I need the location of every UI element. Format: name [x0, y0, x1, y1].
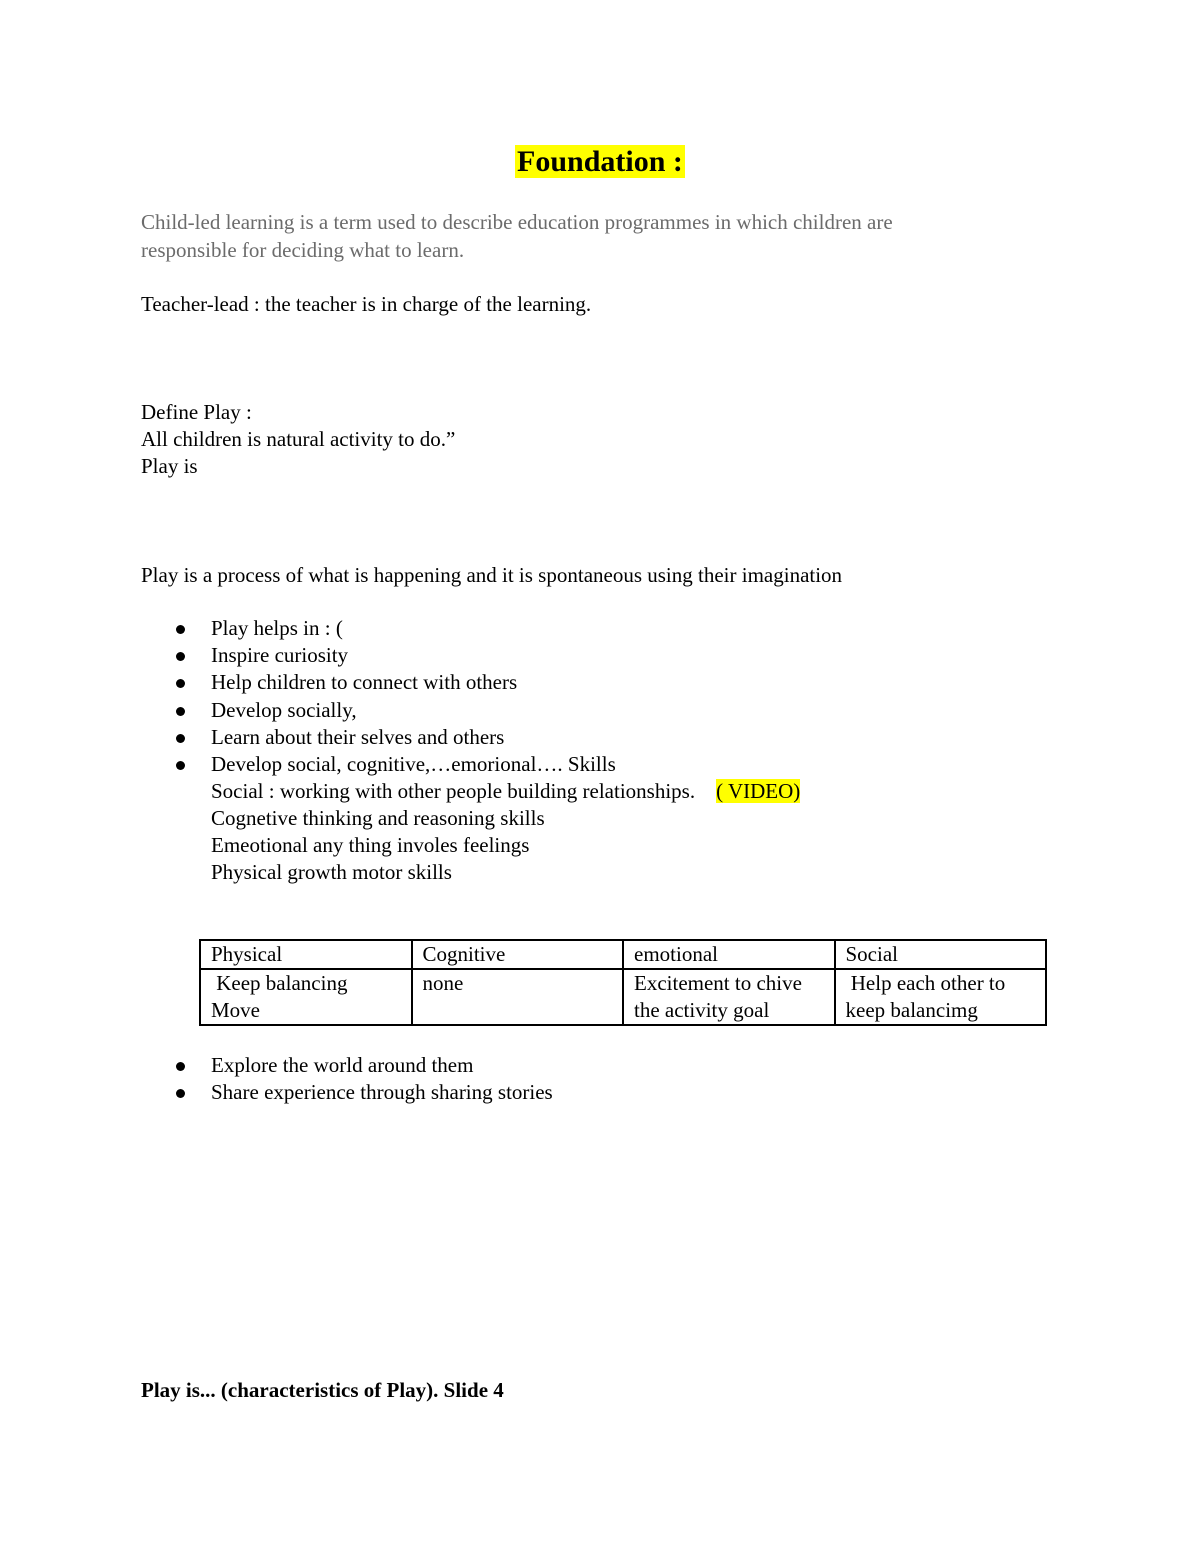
page-title-text: Foundation : [517, 145, 683, 178]
define-play-heading: Define Play : [141, 400, 252, 424]
physical-skill-line: Physical growth motor skills [211, 860, 452, 884]
list-item: Inspire curiosity [141, 642, 616, 669]
list-item: Play helps in : ( [141, 615, 616, 642]
bullet-icon [176, 761, 185, 770]
emotional-skill-line: Emeotional any thing involes feelings [211, 833, 530, 857]
table-cell-cognitive: none [412, 969, 624, 1025]
list-item: Develop socially, [141, 697, 616, 724]
bullet-icon [176, 707, 185, 716]
table-header-cognitive: Cognitive [412, 940, 624, 969]
table-cell-social: Help each other to keep balancimg [835, 969, 1047, 1025]
page-title [0, 142, 1200, 182]
list-item: Develop social, cognitive,…emorional…. Skills [141, 751, 616, 778]
cognitive-skill-line: Cognetive thinking and reasoning skills [211, 806, 545, 830]
footer-heading: Play is... (characteristics of Play). Slide 4 [141, 1378, 504, 1402]
bullet-icon [176, 652, 185, 661]
bullet-icon [176, 679, 185, 688]
play-helps-list [141, 615, 616, 778]
table-cell-emotional: Excitement to chive the activity goal [623, 969, 835, 1025]
list-item: Share experience through sharing stories [141, 1079, 553, 1106]
teacher-lead-text: Teacher-lead : the teacher is in charge of the learning. [141, 292, 592, 316]
explore-list [141, 1052, 553, 1106]
social-skill-text: Social : working with other people building relationships. [211, 779, 696, 803]
list-item: Help children to connect with others [141, 669, 616, 696]
table-cell-physical: Keep balancing Move [200, 969, 412, 1025]
list-item: Learn about their selves and others [141, 724, 616, 751]
table-row [200, 969, 1046, 1025]
table-header-emotional: emotional [623, 940, 835, 969]
table-header-physical: Physical [200, 940, 412, 969]
list-item: Explore the world around them [141, 1052, 553, 1079]
bullet-icon [176, 1062, 185, 1071]
table-header-row [200, 940, 1046, 969]
play-process-text: Play is a process of what is happening and it is spontaneous using their imagination [141, 563, 843, 587]
social-skill-line [211, 778, 800, 805]
video-tag: ( VIDEO) [716, 779, 801, 803]
table-header-social: Social [835, 940, 1047, 969]
bullet-icon [176, 1089, 185, 1098]
skills-table [199, 939, 1047, 1026]
intro-line-1: Child-led learning is a term used to describe education programmes in which children are [141, 210, 893, 234]
bullet-icon [176, 625, 185, 634]
define-play-line-2: Play is [141, 454, 198, 478]
bullet-icon [176, 734, 185, 743]
intro-line-2: responsible for deciding what to learn. [141, 238, 465, 262]
define-play-line-1: All children is natural activity to do.” [141, 427, 456, 451]
